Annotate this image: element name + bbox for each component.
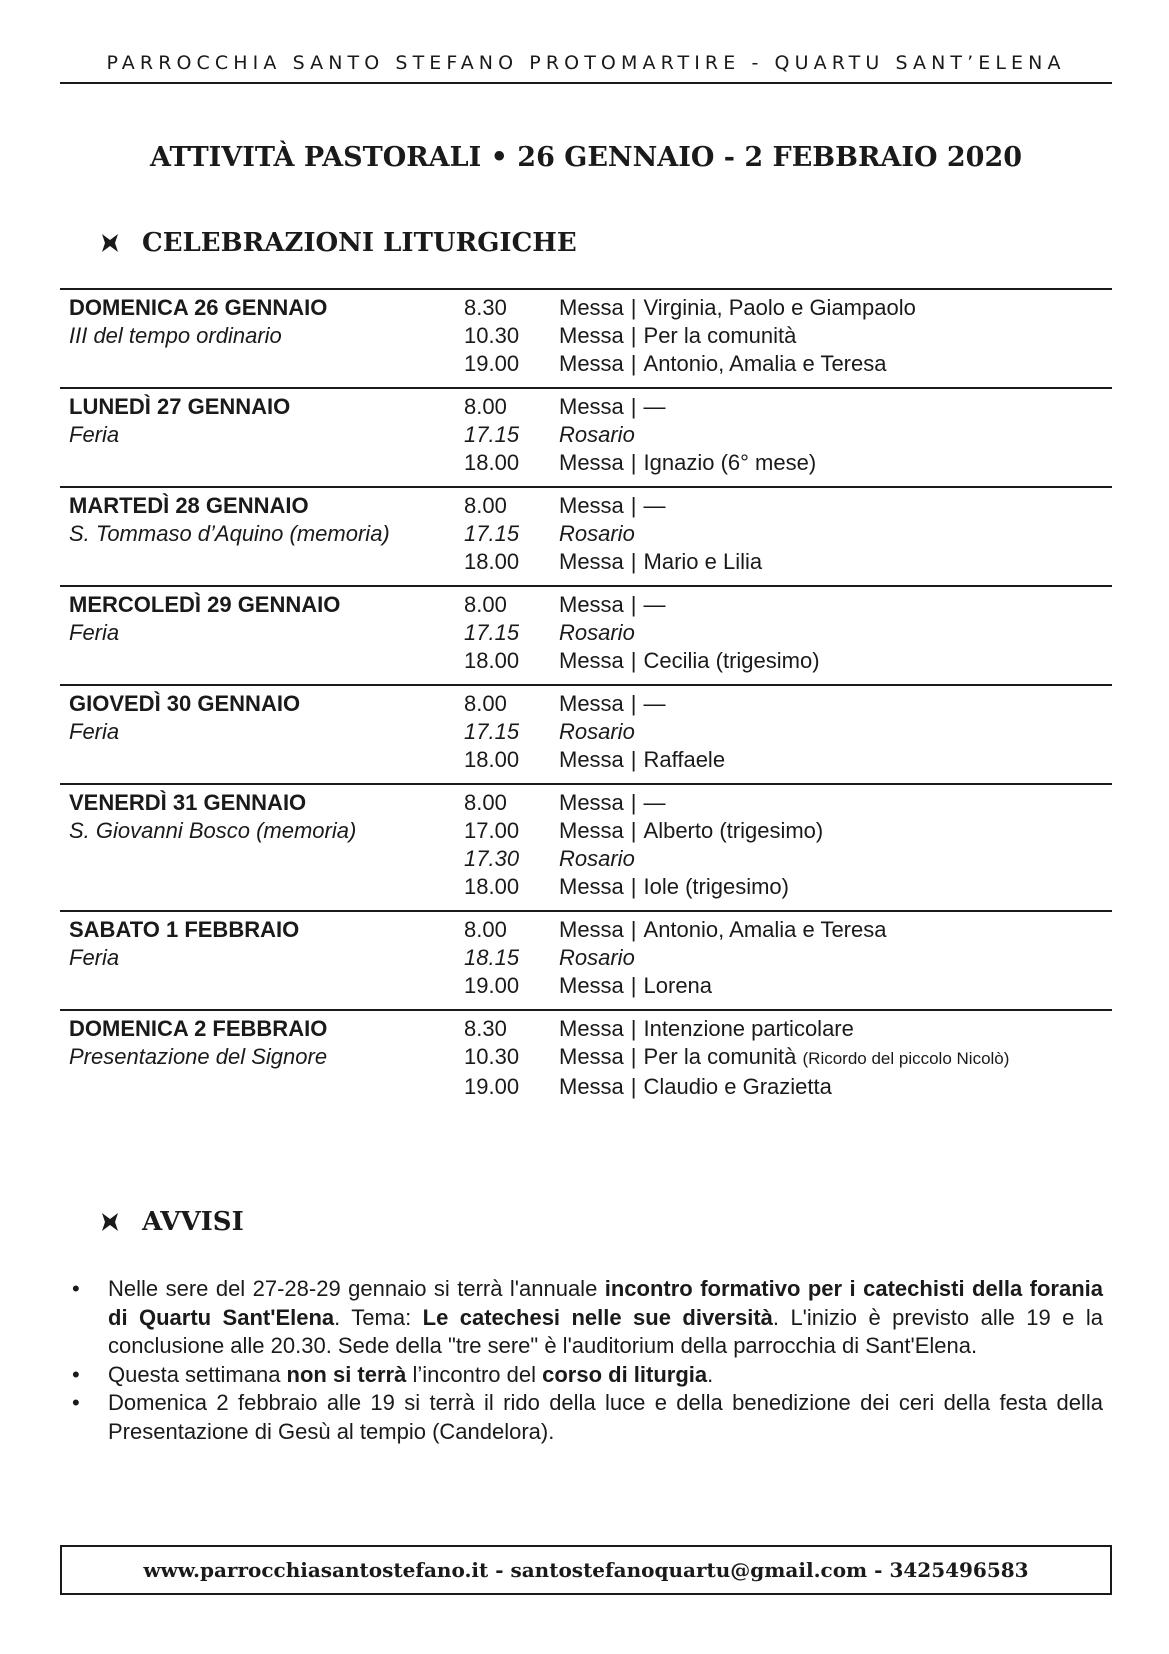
day-services [464,789,1112,901]
day-services [464,690,1112,774]
page-title: ATTIVITÀ PASTORALI • 26 GENNAIO - 2 FEBBRAIO 2020 [149,142,1023,173]
service-time: 8.30 [464,1016,507,1041]
service-separator: | [630,691,637,716]
service-detail [559,789,1112,817]
service-row [464,520,1112,548]
service-row [464,718,1112,746]
day-services [464,393,1112,477]
day-description: Feria [69,620,120,645]
day-block [60,288,1112,387]
notice-emphasis: non si terrà [286,1361,407,1387]
day-header [60,492,464,576]
service-type: Messa [559,394,624,419]
service-type: Messa [559,874,624,899]
service-type: Messa [559,691,624,716]
section-notices [98,1207,244,1237]
service-separator: | [630,394,637,419]
service-detail [559,1073,1112,1101]
service-separator: | [630,549,637,574]
service-intention: — [643,493,666,518]
service-time: 10.30 [464,323,520,348]
day-description: S. Tommaso d’Aquino (memoria) [69,521,390,546]
service-row [464,817,1112,845]
service-row [464,845,1112,873]
service-detail [559,294,1112,322]
notice-emphasis: Le catechesi nelle sue diversità [422,1304,773,1330]
day-description: III del tempo ordinario [69,323,282,348]
day-services [464,1015,1112,1101]
service-intention: Antonio, Amalia e Teresa [643,351,887,376]
service-detail [559,845,1112,873]
day-name: SABATO 1 FEBBRAIO [69,917,300,942]
service-row [464,1015,1112,1043]
service-row [464,393,1112,421]
service-row [464,492,1112,520]
notice-item [70,1275,1103,1361]
service-intention: Virginia, Paolo e Giampaolo [643,295,916,320]
service-row [464,591,1112,619]
service-type: Messa [559,549,624,574]
service-detail [559,873,1112,901]
service-separator: | [630,973,637,998]
service-detail [559,393,1112,421]
service-separator: | [630,1044,637,1069]
day-block [60,585,1112,684]
day-services [464,492,1112,576]
day-block [60,783,1112,910]
notices-list [70,1275,1103,1446]
notice-text: Domenica 2 febbraio alle 19 si terrà il rido della luce e della benedizione dei ceri della festa della Presentazione di Gesù al tempio (Candelora). [108,1390,1103,1444]
service-type: Messa [559,917,624,942]
day-services [464,294,1112,378]
service-time: 8.00 [464,790,507,815]
service-type: Rosario [559,945,635,970]
service-detail [559,591,1112,619]
service-type: Messa [559,973,624,998]
day-description: Feria [69,719,120,744]
service-separator: | [630,818,637,843]
service-separator: | [630,1074,637,1099]
service-type: Rosario [559,521,635,546]
service-intention: Ignazio (6° mese) [643,450,817,475]
notice-item [70,1389,1103,1446]
service-detail [559,944,1112,972]
service-type: Rosario [559,719,635,744]
service-note: (Ricordo del piccolo Nicolò) [802,1049,1010,1068]
service-time: 18.00 [464,549,520,574]
service-time: 19.00 [464,973,520,998]
service-separator: | [630,295,637,320]
service-time: 10.30 [464,1044,520,1069]
day-description: S. Giovanni Bosco (memoria) [69,818,357,843]
service-type: Rosario [559,846,635,871]
header-rule [60,82,1112,84]
day-header [60,916,464,1000]
service-intention: — [643,790,666,815]
service-row [464,322,1112,350]
service-separator: | [630,592,637,617]
day-description: Feria [69,945,120,970]
service-type: Messa [559,747,624,772]
service-intention: Mario e Lilia [643,549,763,574]
notice-emphasis: corso di liturgia [542,1361,708,1387]
service-separator: | [630,323,637,348]
service-time: 8.00 [464,592,507,617]
day-name: VENERDÌ 31 GENNAIO [69,790,307,815]
service-type: Rosario [559,422,635,447]
service-detail [559,492,1112,520]
section-notices-label: AVVISI [142,1207,244,1237]
service-time: 8.00 [464,917,507,942]
day-name: MARTEDÌ 28 GENNAIO [69,493,309,518]
service-detail [559,520,1112,548]
service-time: 8.00 [464,493,507,518]
service-row [464,916,1112,944]
service-detail [559,690,1112,718]
service-time: 8.00 [464,691,507,716]
notice-item [70,1361,1103,1390]
parish-header: PARROCCHIA SANTO STEFANO PROTOMARTIRE - QUARTU SANT’ELENA [106,52,1066,74]
service-separator: | [630,874,637,899]
notice-emphasis: incontro formativo per i catechisti della forania di Quartu Sant'Elena [108,1276,1103,1330]
service-detail [559,647,1112,675]
service-row [464,789,1112,817]
service-time: 17.15 [464,521,520,546]
bowtie-icon [98,231,122,255]
service-row [464,548,1112,576]
service-intention: Lorena [643,973,713,998]
service-intention: — [643,394,666,419]
service-detail [559,718,1112,746]
service-row [464,690,1112,718]
service-intention: Per la comunità [643,323,797,348]
service-type: Messa [559,493,624,518]
day-header [60,1015,464,1101]
day-block [60,910,1112,1009]
service-intention: Claudio e Grazietta [643,1074,832,1099]
service-row [464,350,1112,378]
service-intention: — [643,691,666,716]
service-type: Messa [559,351,624,376]
bullet-icon: • [72,1361,80,1387]
service-separator: | [630,790,637,815]
service-intention: Antonio, Amalia e Teresa [643,917,887,942]
service-type: Messa [559,790,624,815]
service-type: Messa [559,323,624,348]
service-detail [559,350,1112,378]
day-name: DOMENICA 2 FEBBRAIO [69,1016,328,1041]
footer-contacts: www.parrocchiasantostefano.it - santostefanoquartu@gmail.com - 3425496583 [60,1545,1112,1595]
service-type: Messa [559,592,624,617]
service-separator: | [630,351,637,376]
service-time: 8.00 [464,394,507,419]
service-row [464,449,1112,477]
service-row [464,746,1112,774]
service-intention: — [643,592,666,617]
day-description: Feria [69,422,120,447]
day-services [464,591,1112,675]
service-detail [559,746,1112,774]
schedule-table [60,288,1112,1110]
service-detail [559,972,1112,1000]
service-row [464,619,1112,647]
service-type: Messa [559,1016,624,1041]
notice-text: Questa settimana non si terrà l’incontro del corso di liturgia. [108,1361,714,1387]
service-row [464,972,1112,1000]
bowtie-icon [98,1210,122,1234]
section-celebrations-label: CELEBRAZIONI LITURGICHE [142,228,577,258]
service-time: 18.00 [464,747,520,772]
service-intention: Cecilia (trigesimo) [643,648,820,673]
service-time: 18.00 [464,450,520,475]
service-row [464,421,1112,449]
day-services [464,916,1112,1000]
day-block [60,486,1112,585]
bullet-icon: • [72,1276,80,1301]
service-detail [559,817,1112,845]
service-time: 18.00 [464,648,520,673]
service-separator: | [630,493,637,518]
service-intention: Intenzione particolare [643,1016,854,1041]
service-time: 19.00 [464,351,520,376]
service-time: 17.00 [464,818,520,843]
day-header [60,393,464,477]
service-time: 19.00 [464,1074,520,1099]
day-name: GIOVEDÌ 30 GENNAIO [69,691,301,716]
bullet-icon: • [72,1390,80,1415]
day-block [60,684,1112,783]
service-intention: Per la comunità [643,1044,797,1069]
service-detail [559,1015,1112,1043]
service-time: 18.15 [464,945,520,970]
service-intention: Raffaele [643,747,726,772]
service-detail [559,548,1112,576]
service-type: Messa [559,450,624,475]
service-detail [559,421,1112,449]
service-time: 17.15 [464,620,520,645]
service-type: Messa [559,1074,624,1099]
service-time: 17.15 [464,422,520,447]
service-row [464,647,1112,675]
service-intention: Alberto (trigesimo) [643,818,824,843]
service-row [464,873,1112,901]
service-separator: | [630,648,637,673]
day-block [60,1009,1112,1110]
day-name: LUNEDÌ 27 GENNAIO [69,394,291,419]
day-header [60,591,464,675]
service-time: 8.30 [464,295,507,320]
service-separator: | [630,917,637,942]
service-intention: Iole (trigesimo) [643,874,789,899]
service-type: Messa [559,295,624,320]
service-time: 18.00 [464,874,520,899]
service-detail [559,619,1112,647]
day-header [60,789,464,901]
service-row [464,1073,1112,1101]
service-detail [559,449,1112,477]
day-name: MERCOLEDÌ 29 GENNAIO [69,592,341,617]
service-row [464,1043,1112,1073]
day-header [60,690,464,774]
service-detail [559,322,1112,350]
service-separator: | [630,1016,637,1041]
section-celebrations [98,228,577,258]
service-time: 17.15 [464,719,520,744]
service-type: Messa [559,818,624,843]
service-detail [559,1043,1112,1073]
day-name: DOMENICA 26 GENNAIO [69,295,328,320]
day-header [60,294,464,378]
notice-text: Nelle sere del 27-28-29 gennaio si terrà l'annuale incontro formativo per i catechisti della forania di Quartu Sant'Elena. Tema: Le catechesi nelle sue diversità. L'inizio è previsto alle 19 e la conclusione alle 20.30. Sede della "tre sere" è l'auditorium della parrocchia di Sant'Elena. [108,1276,1103,1358]
service-detail [559,916,1112,944]
service-row [464,294,1112,322]
service-type: Messa [559,1044,624,1069]
day-block [60,387,1112,486]
service-separator: | [630,450,637,475]
service-type: Messa [559,648,624,673]
service-row [464,944,1112,972]
service-separator: | [630,747,637,772]
service-type: Rosario [559,620,635,645]
day-description: Presentazione del Signore [69,1044,328,1069]
service-time: 17.30 [464,846,520,871]
